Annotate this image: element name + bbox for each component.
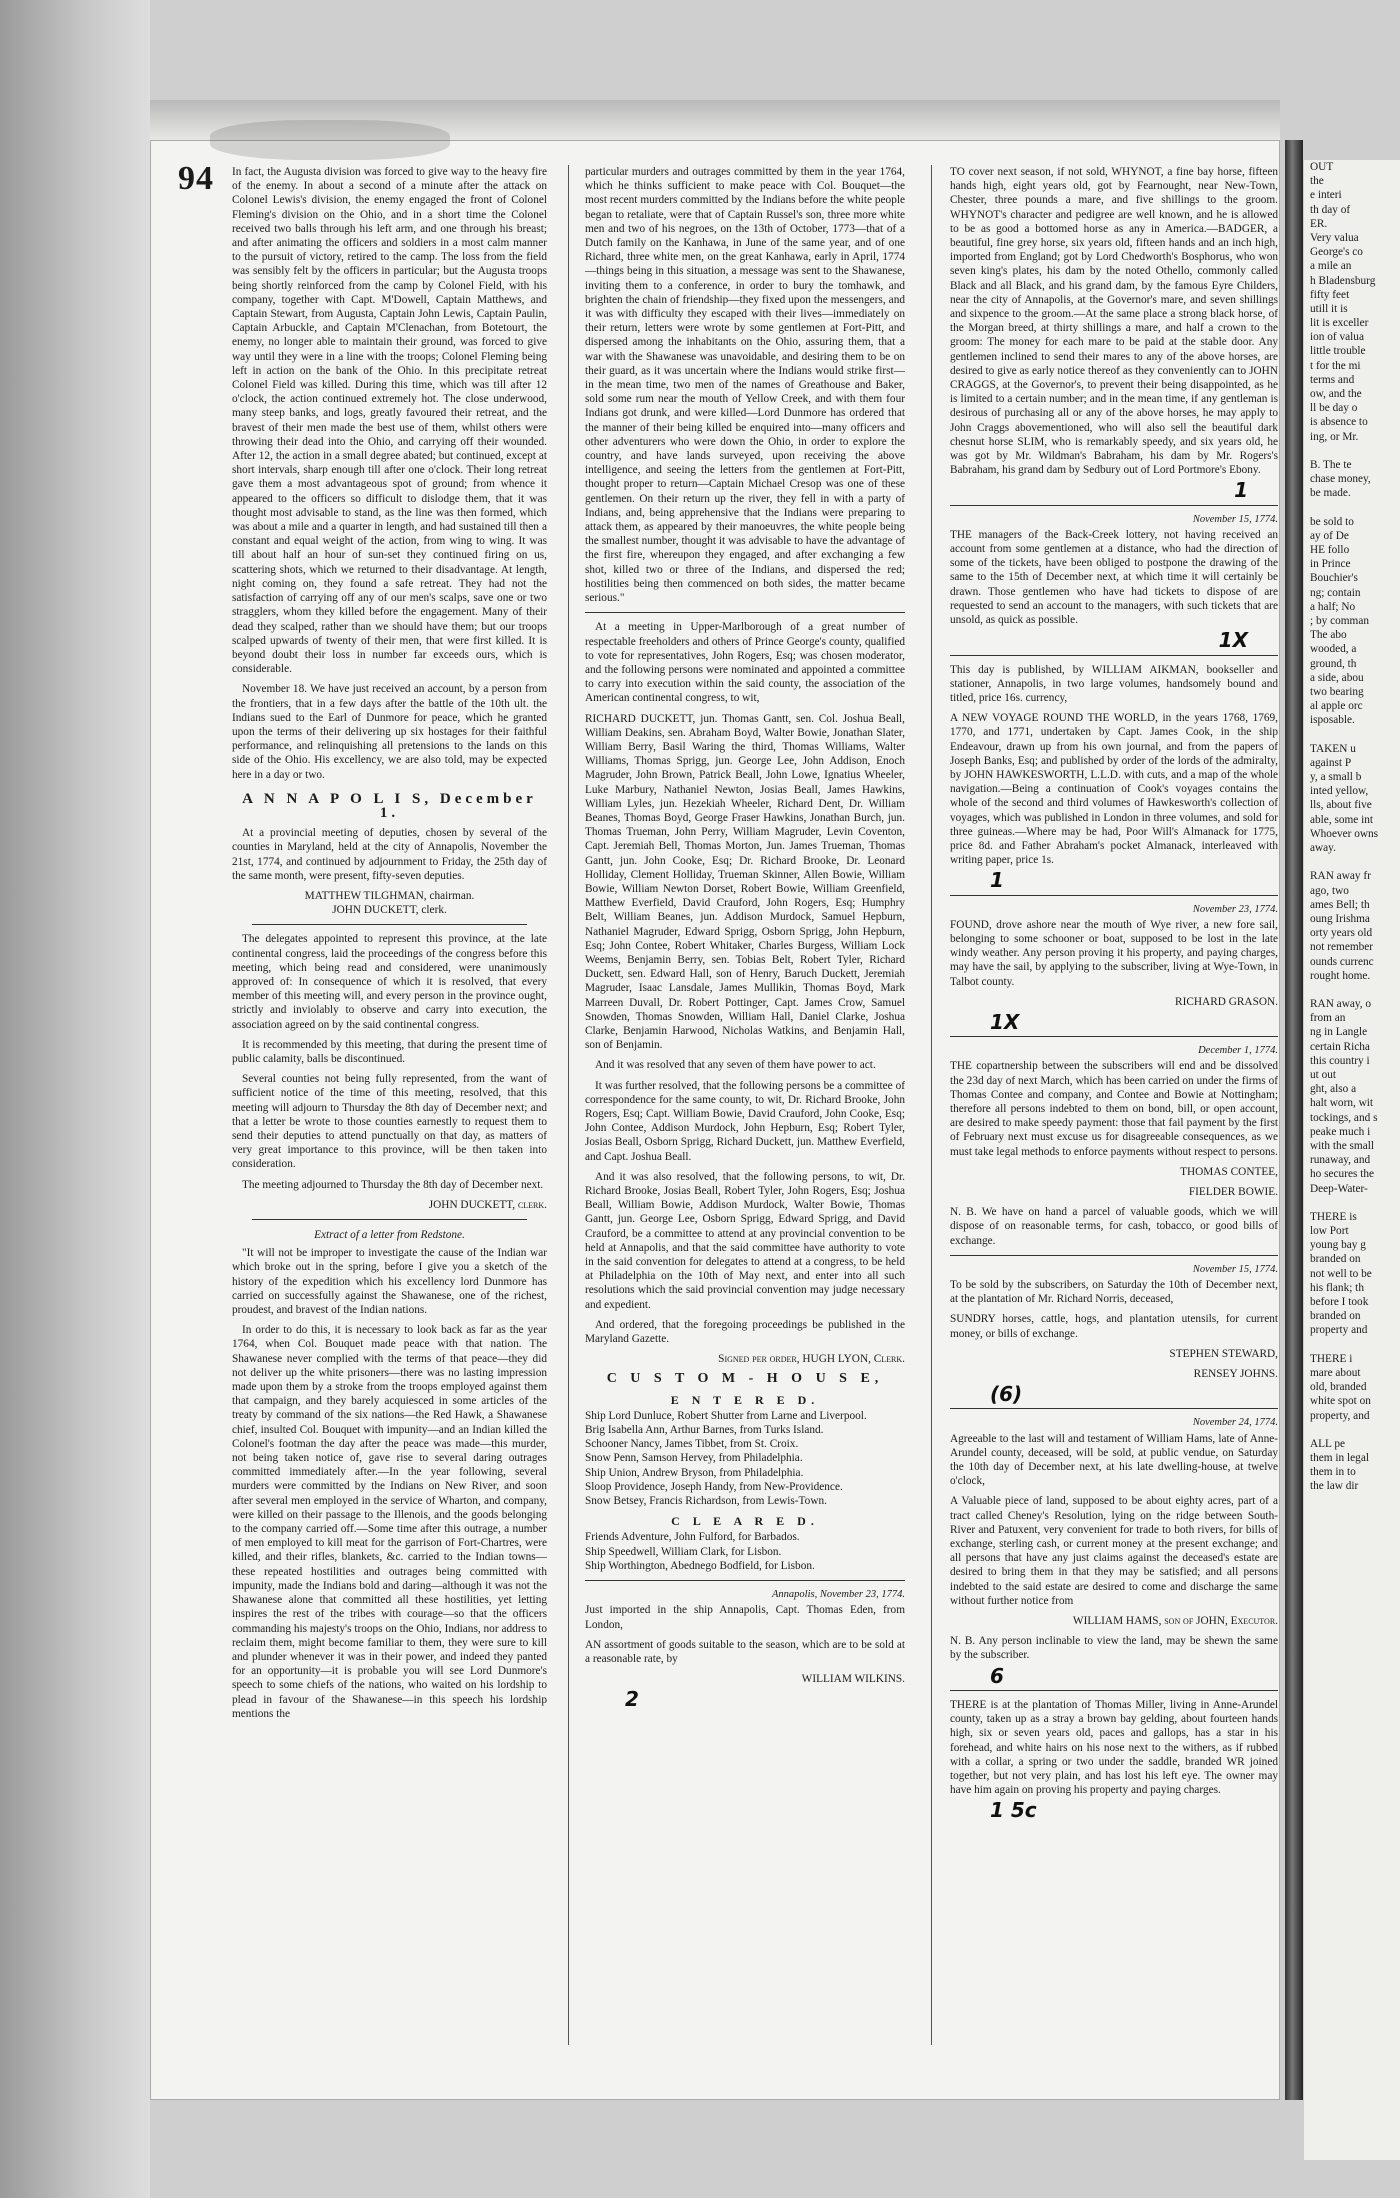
ad-text: AN assortment of goods suitable to the season, which are to be sold at a reasonable rate, by (585, 1638, 905, 1665)
adjacent-page-line: not well to be (1310, 1267, 1372, 1280)
adjacent-page-line: the (1310, 175, 1324, 188)
adjacent-page-line: white spot on (1310, 1395, 1371, 1408)
adjacent-page-line (1310, 983, 1400, 997)
adjacent-page-line: oung Irishma (1310, 912, 1370, 925)
signed-line: Signed per order, HUGH LYON, Clerk. (718, 1353, 905, 1366)
adjacent-page-line (1310, 1423, 1400, 1437)
adjacent-page-line: them in to (1310, 1466, 1356, 1479)
adjacent-page-line (1310, 728, 1400, 742)
advertisement-found-sail (950, 903, 1278, 1034)
adjacent-page-line: property and (1310, 1324, 1368, 1337)
page-number: 94 (178, 160, 214, 197)
handwritten-mark: 1 (1234, 478, 1248, 503)
adjacent-page-line: rought home. (1310, 969, 1371, 982)
adjacent-page-line: th day of (1310, 203, 1351, 216)
adjacent-page-line: mare about (1310, 1366, 1361, 1379)
entered-list (585, 1409, 905, 1508)
adjacent-page-line: orty years old (1310, 927, 1373, 940)
ad-text: TO cover next season, if not sold, WHYNOT, a fine bay horse, fifteen hands high, eight years old, got by Fearnought, near New-Town, Chester, three pounds a mare, and five shillings to the groom. WHYNOT's character and pedigree are well known, and he is allowed to be as good a bottomed horse as any in America.—BADGER, a beautiful, fine grey horse, six years old, fifteen hands and an inch high, imported from England; got by Lord Chedworth's Bosphorus, who won seven king's plates, his dam by the noted Othello, commonly called Black and all Black, and his grand dam, by the famous Eyre Childers, near the city of Annapolis, at the Governor's mare, and seven shillings and sixpence to the groom.—At the same place a strong black horse, of the Morgan breed, at thirty shillings a mare, and half a crown to the groom: The money for each mare to be paid at the stable door. Any gentlemen inclined to send their mares to any of the above horses, are desired to give as early notice thereof as they conveniently can to JOHN CRAGGS, at the Governor's, to prevent their being disappointed, as he is limited to a certain number; and in the mean time, if any gentleman is desirous of purchasing all or any of the above horses, he may apply to John Craggs abovementioned, who will also sell the beautiful dark chesnut horse SLIM, who is remarkably speedy, and six years old, he was got by Mr. Wildman's Babraham, his dam by Mr. Rogers's Babraham, his grand dam by Sedbury out of Lord Portmore's Ebony. (950, 166, 1278, 477)
adjacent-page-line: fifty feet (1310, 288, 1350, 301)
column-1 (232, 165, 547, 2045)
ad-signature: FIELDER BOWIE. (1188, 1186, 1278, 1198)
adjacent-page-line: away. (1310, 842, 1336, 854)
ad-date: Annapolis, November 23, 1774. (772, 1589, 905, 1601)
adjacent-page-line: wooded, a (1310, 643, 1357, 656)
adjacent-page-line: is absence to (1310, 416, 1368, 429)
adjacent-page-line: be sold to (1310, 515, 1354, 528)
article-paragraph: The meeting adjourned to Thursday the 8th day of December next. (242, 1178, 544, 1191)
handwritten-mark: 6 (990, 1663, 1004, 1688)
adjacent-page-text (1304, 160, 1400, 1494)
ad-text: N. B. Any person inclinable to view the land, may be shewn the same by the subscriber. (950, 1635, 1278, 1662)
adjacent-page-line: little trouble (1310, 345, 1366, 358)
adjacent-page-line: certain Richa (1310, 1040, 1370, 1053)
ship-entry: Schooner Nancy, James Tibbet, from St. Croix. (585, 1438, 799, 1451)
divider (585, 612, 905, 613)
article-paragraph: "It will not be improper to investigate the cause of the Indian war which broke out in the spring, before I give you a sketch of the history of the expedition which his excellency lord Dunmore has carried on successfully against the Shawanese, one of the richest, proudest, and bravest of the Indian nations. (232, 1247, 547, 1317)
article-paragraph: At a meeting in Upper-Marlborough of a great number of respectable freeholders and others of Prince George's county, qualified to vote for representatives, John Rogers, Esq; was chosen moderator, and the following persons were nominated and appointed a committee to carry into execution within the said county, the association of the American continental congress, to wit, (585, 621, 905, 705)
adjacent-page-line: before I took (1310, 1296, 1369, 1308)
adjacent-page-line: THERE is (1310, 1210, 1357, 1223)
adjacent-page-line: able, some int (1310, 813, 1374, 826)
adjacent-page-line: RAN away fr (1310, 870, 1371, 883)
adjacent-page-line: t for the mi (1310, 359, 1361, 372)
adjacent-page-line: TAKEN u (1310, 742, 1356, 755)
ship-entry: Sloop Providence, Joseph Handy, from New-Providence. (585, 1480, 843, 1493)
divider (950, 895, 1278, 896)
adjacent-page-line: ght, also a (1310, 1083, 1357, 1096)
adjacent-page-line: h Bladensburg (1310, 274, 1376, 287)
binding-shadow (0, 0, 150, 2198)
article-paragraph: And it was also resolved, that the following persons, to wit, Dr. Richard Brooke, Josias Beall, Robert Tyler, John Rogers, Esq; Joshua Beall, William Bowie, Addison Murdock, Walter Bowie, Thomas Gantt, jun. George Lee, Osborn Sprigg, Edward Sprigg, and David Crauford, be a committee to attend at any provincial convention to be held at Annapolis, and that the said committee have authority to vote in the said convention for delegates to attend at a congress, to be held at Philadelphia on the 10th of May next, and enter into all such resolutions which the said provincial convention may judge necessary and expedient. (585, 1170, 905, 1311)
divider (950, 1036, 1278, 1037)
ship-entry: Ship Speedwell, William Clark, for Lisbon. (585, 1545, 782, 1558)
cleared-heading: C L E A R E D. (671, 1514, 819, 1529)
article-paragraph: And ordered, that the foregoing proceedings be published in the Maryland Gazette. (585, 1318, 905, 1346)
clerk-signature: JOHN DUCKETT, clerk. (428, 1198, 547, 1211)
adjacent-page-line: low Port (1310, 1225, 1349, 1238)
adjacent-page-line: ay of De (1310, 529, 1349, 542)
ship-entry: Snow Betsey, Francis Richardson, from Lewis-Town. (585, 1495, 827, 1508)
article-paragraph: It is recommended by this meeting, that during the present time of public calamity, balls be discontinued. (232, 1038, 547, 1065)
ad-signature: WILLIAM HAMS, son of JOHN, Executor. (1072, 1615, 1278, 1628)
adjacent-page-line: HE follo (1310, 544, 1350, 557)
adjacent-page-line: runaway, and (1310, 1154, 1371, 1167)
adjacent-page-line: y, a small b (1310, 771, 1362, 784)
adjacent-page-line: Very valua (1310, 231, 1359, 244)
advertisement-stray (950, 1698, 1278, 1823)
ship-entry: Brig Isabella Ann, Arthur Barnes, from Turks Island. (585, 1424, 824, 1437)
handwritten-mark: 1X (1218, 628, 1248, 653)
adjacent-page-line: Bouchier's (1310, 572, 1358, 585)
adjacent-page-line (1310, 855, 1400, 869)
adjacent-page-line: lit is exceller (1310, 317, 1369, 330)
ad-text: THE managers of the Back-Creek lottery, not having received an account from some gentlemen at a distance, who had the direction of some of the tickets, have been obliged to postpone the drawing of the same to the 15th of December next, at which time it will certainly be drawn. Those gentlemen who have had tickets to dispose of are requested to send an account to the managers, with such tickets that are unsold, as quick as possible. (950, 528, 1278, 627)
adjacent-page-line: OUT (1310, 161, 1334, 173)
divider (950, 1690, 1278, 1691)
ad-text: THERE is at the plantation of Thomas Miller, living in Anne-Arundel county, taken up as a stray a brown bay gelding, about fourteen hands high, six or seven years old, paces and gallops, has a star in his forehead, and white hairs on his nose next to the withers, as if rubbed with a collar, a spring or two under the saddle, branded WR joined together, but not very plain, and has lost his left eye. The owner may have him again on proving his property and paying charges. (950, 1698, 1278, 1797)
adjacent-page-line: peake much i (1310, 1125, 1371, 1138)
adjacent-page-line: the law dir (1310, 1480, 1359, 1493)
custom-house-heading: C U S T O M - H O U S E, (606, 1371, 884, 1387)
adjacent-page-line: ; by comman (1310, 615, 1369, 627)
extract-heading: Extract of a letter from Redstone. (314, 1229, 465, 1242)
advertisement-copartnership (950, 1044, 1278, 1248)
article-paragraph: Several counties not being fully represented, from the want of sufficient notice of the time of this meeting, resolved, that this meeting will adjourn to Thursday the 8th day of December next; and that a letter be wrote to those counties earnestly to request them to send their deputies to attend punctually on that day, as matters of very great importance to this province, will be then taken into consideration. (232, 1073, 547, 1171)
ad-text: Agreeable to the last will and testament of William Hams, late of Anne-Arundel county, deceased, will be sold, at public vendue, on Saturday the 10th day of December next, at his late dwelling-house, at twelve o'clock, (950, 1432, 1278, 1488)
adjacent-page-line (1310, 1338, 1400, 1352)
handwritten-mark: 1 5c (990, 1798, 1037, 1823)
adjacent-page-line: against P (1310, 756, 1352, 769)
column-2 (585, 165, 905, 2045)
adjacent-page-line: a mile an (1310, 260, 1352, 273)
divider (252, 924, 527, 925)
divider (950, 1408, 1278, 1409)
advertisement-land-sale (950, 1416, 1278, 1688)
ad-text: FOUND, drove ashore near the mouth of Wye river, a new fore sail, belonging to some schooner or boat, supposed to be lost in the late windy weather. Any person proving it his property, and paying charges, may have the sail, by applying to the subscriber, living at Wye-Town, in Talbot county. (950, 918, 1278, 988)
adjacent-page-line: from an (1310, 1012, 1346, 1025)
adjacent-page-line: chase money, (1310, 473, 1371, 486)
ad-text: N. B. We have on hand a parcel of valuable goods, which we will dispose of on reasonable terms, for cash, tobacco, or good bills of exchange. (950, 1206, 1278, 1247)
chairman-line: MATTHEW TILGHMAN, chairman. (304, 889, 475, 902)
entered-heading: E N T E R E D. (670, 1392, 820, 1407)
article-paragraph: At a provincial meeting of deputies, chosen by several of the counties in Maryland, held at the city of Annapolis, November the 21st, 1774, and continued by adjournment to Friday, the 25th day of the same month, were present, fifty-seven deputies. (232, 827, 547, 882)
adjacent-page-line: branded on (1310, 1253, 1361, 1266)
article-paragraph: The delegates appointed to represent this province, at the late continental congress, laid the proceedings of the congress before this meeting, which being read and considered, were unanimously approved of: In consequence of which it is resolved, that every member of this meeting will, and every person in the province ought, strictly and inviolably to observe and carry into execution, the association agreed on by the said continental congress. (232, 933, 547, 1031)
adjacent-page-line: his flank; th (1310, 1281, 1364, 1294)
scan-smudge (210, 120, 450, 160)
ad-date: November 24, 1774. (1192, 1417, 1278, 1429)
adjacent-page-line: utill it is (1310, 302, 1348, 315)
adjacent-page-line: in Prince (1310, 558, 1351, 571)
handwritten-mark: (6) (990, 1382, 1023, 1407)
adjacent-page-line: ago, two (1310, 884, 1349, 897)
adjacent-page-line: ho secures the (1310, 1168, 1374, 1181)
adjacent-page-line: lls, about five (1310, 799, 1372, 812)
article-paragraph: And it was resolved that any seven of them have power to act. (595, 1059, 876, 1072)
adjacent-page-line: not remember (1310, 941, 1374, 954)
divider (950, 505, 1278, 506)
article-paragraph: November 18. We have just received an account, by a person from the frontiers, that in a few days after the battle of the 10th ult. the Indians sued to the Earl of Dunmore for peace, which he granted upon the terms of their delivering up six hostages for their faithful performance, and relinquishing all pretensions to the lands on this side of the Ohio. His excellency, we are also told, may be expected here in a day or two. (232, 683, 547, 781)
adjacent-page-line: young bay g (1310, 1239, 1366, 1252)
handwritten-mark: 1 (990, 868, 1004, 893)
article-paragraph: In order to do this, it is necessary to look back as far as the year 1764, when Col. Bouquet made peace with that nation. The Shawanese never complied with the terms of that peace—they did not deliver up the white prisoners—there was no lasting impression made upon them by a stroke from the troops employed against them that campaign, and they barely acquiesced in some articles of the treaty by command of the six nations—the Red Hawk, a Shawanese chief, insulted Col. Bouquet with impunity—and an Indian killed the Colonel's footman the day after the peace was made—this murder, not being taken notice of, gave rise to several daring outrages committed immediately after.—In the year following, several murders were committed by the Indians on New River, and soon after several men employed in the service of Wharton, and company, were killed on their passage to the Illenois, and the goods belonging to the company carried off.—Some time after this outrage, a number of men employed to kill meat for the garrison of Fort-Chartres, were killed, and their rifles, blankets, &c. carried to the Indian towns—these repeated hostilities and outrages being committed with impunity, made the Indians bold and daring—although it was not the Shawanese alone that committed all these hostilities, yet letting inspires the rest of the tribes with courage—so that the officers commanding his majesty's troops on the Ohio, Indians, nor address to reclaim them, might become familiar to them, they were sure to kill and plunder whenever it was in their power, and indeed they panted for an opportunity—it is probable you will see Lord Dunmore's speech to some chiefs of the nations, who waited on his lordship to plead in favour of the Shawanese—in this speech his lordship mentions the (232, 1324, 547, 1720)
adjacent-page-line: ow, and the (1310, 388, 1362, 400)
divider (585, 1580, 905, 1581)
adjacent-page-line: ion of valua (1310, 331, 1364, 344)
adjacent-page-line: property, and (1310, 1409, 1370, 1422)
ad-signature: WILLIAM WILKINS. (801, 1673, 905, 1686)
divider (950, 655, 1278, 656)
adjacent-page-line: tockings, and s (1310, 1111, 1378, 1124)
adjacent-page-line: two bearing (1310, 685, 1364, 698)
adjacent-page-line: ames Bell; th (1310, 898, 1370, 911)
ad-text: A Valuable piece of land, supposed to be about eighty acres, part of a tract called Cheney's Resolution, lying on the ridge between South-River and Patuxent, very convenient for trade to both rivers, for bills of exchange, sterling cash, or current money at the present exchange; and all persons that have any just claims against the deceased's estate are desired to bring them in that they may be satisfied; and all persons indebted to the said estate are desired to come and discharge the same without further notice from (950, 1495, 1278, 1607)
adjacent-page-line: The abo (1310, 629, 1347, 642)
ship-entry: Ship Worthington, Abednego Bodfield, for Lisbon. (585, 1559, 815, 1572)
handwritten-mark: 2 (625, 1687, 639, 1712)
adjacent-page-line: ER. (1310, 217, 1328, 230)
adjacent-page-fragment (1304, 160, 1400, 2160)
adjacent-page-line: halt worn, wit (1310, 1097, 1374, 1110)
adjacent-page-line: ng; contain (1310, 586, 1361, 599)
column-3 (950, 165, 1278, 2045)
cleared-list (585, 1530, 905, 1573)
ad-date: December 1, 1774. (1198, 1045, 1278, 1057)
adjacent-page-line: ing, or Mr. (1310, 430, 1359, 443)
adjacent-page-line: RAN away, o (1310, 998, 1372, 1011)
adjacent-page-line: Deep-Water- (1310, 1182, 1368, 1195)
ship-entry: Friends Adventure, John Fulford, for Barbados. (585, 1531, 800, 1544)
adjacent-page-line: B. The te (1310, 458, 1352, 471)
advertisement-book (950, 663, 1278, 893)
adjacent-page-line: THERE i (1310, 1352, 1353, 1365)
adjacent-page-line: Whoever owns (1310, 827, 1379, 840)
ad-date: November 23, 1774. (1192, 903, 1278, 915)
adjacent-page-line: George's co (1310, 246, 1363, 259)
divider (252, 1219, 527, 1220)
ad-signature: STEPHEN STEWARD, (1169, 1347, 1278, 1360)
ad-text: Just imported in the ship Annapolis, Capt. Thomas Eden, from London, (585, 1604, 905, 1631)
adjacent-page-line: this country i (1310, 1054, 1370, 1067)
ad-text: To be sold by the subscribers, on Saturday the 10th of December next, at the plantation of Mr. Richard Norris, deceased, (950, 1279, 1278, 1306)
article-paragraph: particular murders and outrages committed by them in the year 1764, which he thinks sufficient to make peace with Col. Bouquet—the most recent murders committed by the Indians before the white people began to retaliate, were that of Captain Russel's son, three more white men and two of his negroes, on the 13th of October, 1773—that of a Dutch family on the Kanhawa, in June of the same year, and of one Richard, three white men, on the great Kanhawa, early in April, 1774—things being in this situation, a message was sent to the Shawanese, inviting them to a conference, in order to bury the tomhawk, and brighten the chain of friendship—they fixed upon the messengers, and it was with difficulty they escaped with their lives—immediately on their return, letters were wrote by some gentlemen at Fort-Pitt, and dispersed among the inhabitants on the Ohio, assuring them, that a war with the Shawanese was unavoidable, and desiring them to be on their guard, as it was uncertain where the Indians would strike first—in the mean time, two men of the names of Greathouse and Baker, sold some rum near the mouth of Yellow Creek, and with them four Indians got drunk, and were killed—Lord Dunmore has ordered that the manner of their being killed be enquired into—many officers and other adventurers who were down the Ohio, in order to explore the country, and have lands surveyed, upon receiving the above intelligence, and seeing the letters from the gentlemen at Fort-Pitt, thought proper to return—Captain Michael Cresop was one of these gentlemen. On their return up the river, they fell in with a party of Indians, and, being apprehensive that the Indians were preparing to attack them, as appeared by their manoeuvres, the white people being the smallest number, thought it was advisable to have the advantage of the first fire, whereupon they engaged, and after exchanging a few shot, killed two or three of the Indians, and dispersed the red; hostilities being then commenced on both sides, the matter became serious." (585, 166, 905, 605)
adjacent-page-line (1310, 444, 1400, 458)
adjacent-page-line: ounds currenc (1310, 955, 1374, 968)
adjacent-page-line: ALL pe (1310, 1437, 1346, 1450)
adjacent-page-line: isposable. (1310, 714, 1355, 727)
column-rule-1 (568, 165, 569, 2045)
adjacent-page-line: be made. (1310, 487, 1351, 500)
adjacent-page-line: ng in Langle (1310, 1026, 1368, 1039)
ship-entry: Ship Lord Dunluce, Robert Shutter from Larne and Liverpool. (585, 1409, 867, 1422)
dateline-annapolis: A N N A P O L I S, December 1. (242, 790, 537, 821)
adjacent-page-line: ground, th (1310, 657, 1357, 670)
adjacent-page-line (1310, 1196, 1400, 1210)
advertisement-wilkins (585, 1588, 905, 1712)
ad-signature: RICHARD GRASON. (1175, 995, 1278, 1008)
article-paragraph: It was further resolved, that the following persons be a committee of correspondence for the same county, to wit, Dr. Richard Brooke, John Rogers, Esq; Capt. William Bowie, David Crauford, John Cooke, Esq; John Contee, Addison Murdock, John Hepburn, Esq; Robert Tyler, Josias Beall, Osborn Sprigg, Richard Duckett, jun. Matthew Everfield, and Capt. Joshua Beall. (585, 1079, 905, 1163)
advertisement-lottery (950, 513, 1278, 653)
adjacent-page-line: inted yellow, (1310, 785, 1369, 798)
ad-text: A NEW VOYAGE ROUND THE WORLD, in the years 1768, 1769, 1770, and 1771, undertaken by Capt. James Cook, in the ship Endeavour, drawn up from his own journal, and from the papers of Joseph Banks, Esq; and published by order of the lords of the admiralty, by JOHN HAWKESWORTH, L.L.D. with cuts, and a map of the whole navigation.—Being a continuation of Cook's voyages contains the whole of the second and third volumes of Hawkesworth's collection of voyages, which was published in London in three volumes, and sold for three guineas.—Where may be had, Poor Will's Almanack for 1775, price 8d. and Father Abraham's pocket Almanack, interleaved with writing paper, price 1s. (950, 712, 1278, 867)
adjacent-page-line: them in legal (1310, 1452, 1369, 1465)
article-paragraph: In fact, the Augusta division was forced to give way to the heavy fire of the enemy. In about a second of a minute after the attack on Colonel Lewis's division, the enemy engaged the front of Colonel Fleming's division on the Ohio, and in a short time the Colonel received two balls through his left arm, and one through his breast; and after animating the officers and soldiers in a most calm manner to the pursuit of victory, retired to the camp. The loss from the field was sensibly felt by the officers in particular; but the Augusta troops being shortly reinforced from the camp by Colonel Field, with his company, together with Capt. M'Dowell, Captain Matthews, and Captain Stewart, from Augusta, Captain John Lewis, Captain Paulin, Captain Arbuckle, and Captain M'Clenachan, from Botetourt, the enemy, no longer able to maintain their ground, was forced to give way until they were in a line with the troops; Colonel Fleming being left in action on the bank of the Ohio. In this precipitate retreat Colonel Field was killed. During this time, which was till after 12 o'clock, the action continued extremely hot. The close underwood, many steep banks, and logs, greatly favoured their retreat, and the bravest of their men made the best use of them, whilst others were throwing their dead into the Ohio, and carrying off their wounded. After 12, the action in a small degree abated; but continued, except at short intervals, sharp enough till after one o'clock. Their long retreat gave them a most advantageous spot of ground; from whence it appeared to the officers so difficult to dislodge them, that it was thought most advisable to stand, as the line was then formed, which was about a mile and a quarter in length, and had sustained till then a constant and equal weight of the action, from wing to wing. It was till about half an hour of sun-set they continued firing on us, scattering shots, which we returned to their disadvantage. At length, night coming on, they found a safe retreat. They had not the satisfaction of carrying off any of our men's scalps, save one or two stragglers, whom they killed before the engagement. Many of their dead they scalped, rather than we should have them; but our troops scalped upwards of twenty of their men, that were first killed. It is beyond doubt their loss in number far exceeds ours, which is considerable. (232, 166, 547, 676)
adjacent-page-line: a side, abou (1310, 671, 1364, 684)
ad-signature: RENSEY JOHNS. (1193, 1368, 1278, 1381)
adjacent-page-line: ll be day o (1310, 402, 1358, 415)
ad-date: November 15, 1774. (1192, 513, 1278, 525)
committee-list: RICHARD DUCKETT, jun. Thomas Gantt, sen. Col. Joshua Beall, William Deakins, sen. Abraham Boyd, Walter Bowie, Jonathan Slater, William Berry, Basil Waring the third, Thomas Williams, Walter Williams, Thomas Sprigg, jun. George Lee, John Addison, Enoch Magruder, John Brown, Patrick Beall, John Lowe, Ignatius Wheeler, Luke Marbury, Nathaniel Newton, Josias Beall, James Hawkins, William Lyles, jun. Hezekiah Wheeler, Richard Dent, Dr. William Beanes, Thomas Boyd, George Fraser Hawkins, Jonathan Burch, jun. Thomas Trueman, John Perry, William Magruder, Levin Coventon, Capt. Jeremiah Bell, Thomas Morton, Jun. James Trueman, Thomas Gantt, jun. John Cooke, Esq; Dr. Richard Brooke, Dr. Leonard Holliday, Clement Holliday, Trueman Skinner, Allen Bowie, William Bowie, William Newton Dorset, Robert Bowie, William Greenfield, Matthew Everfield, David Crauford, John Rogers, Esq; Humphry Belt, William Beanes, jun. Addison Murdock, Samuel Hepburn, Nathaniel Magruder, Edward Sprigg, Osborn Sprigg, John Hepburn, Esq; John Contee, Robert Whitaker, Charles Burgess, William Lock Weems, Benjamin Berry, sen. Tobias Belt, Robert Tyler, Richard Duckett, sen. Edward Hall, son of Henry, Baruch Duckett, Jeremiah Magruder, Isaac Lansdale, James Mullikin, Thomas Boyd, Mark Marreen Duvall, Dr. Robert Pottinger, Capt. James Crow, Samuel Snowden, Thomas Snowden, William Hall, Daniel Clarke, Joshua Clarke, Benjamin Harwood, Nicholas Watkins, and Benjamin Hall, son of Benjamin. (585, 712, 905, 1052)
column-rule-2 (931, 165, 932, 2045)
handwritten-mark: 1X (990, 1009, 1020, 1034)
adjacent-page-line (1310, 501, 1400, 515)
book-spine (1285, 140, 1303, 2100)
clerk-line: JOHN DUCKETT, clerk. (332, 904, 447, 917)
adjacent-page-line: branded on (1310, 1310, 1361, 1323)
divider (950, 1255, 1278, 1256)
ad-date: November 15, 1774. (1192, 1263, 1278, 1275)
adjacent-page-line: with the small (1310, 1139, 1375, 1152)
advertisement-stud-horses (950, 165, 1278, 503)
ship-entry: Ship Union, Andrew Bryson, from Philadelphia. (585, 1466, 804, 1479)
adjacent-page-line: ut out (1310, 1069, 1337, 1081)
ad-text: SUNDRY horses, cattle, hogs, and plantation utensils, for current money, or bills of exchange. (950, 1313, 1278, 1340)
advertisement-sale-horses (950, 1263, 1278, 1407)
adjacent-page-line: e interi (1310, 189, 1342, 202)
adjacent-page-line: a half; No (1310, 600, 1356, 613)
adjacent-page-line: terms and (1310, 373, 1355, 386)
adjacent-page-line: old, branded (1310, 1381, 1367, 1394)
ad-text: This day is published, by WILLIAM AIKMAN, bookseller and stationer, Annapolis, in two large volumes, handsomely bound and titled, price 16s. currency, (950, 663, 1278, 704)
ad-text: THE copartnership between the subscribers will end and be dissolved the 23d day of next March, which has been carried on under the firms of Thomas Contee and company, and Contee and Bowie at Nottingham; therefore all persons indebted to them on bond, bill, or open account, are desired to make speedy payment: those that fail payment by the first of February next must excuse us for disagreeable consequences, as we must take legal methods to enforce payments without respect to persons. (950, 1060, 1278, 1158)
ad-signature: THOMAS CONTEE, (1180, 1165, 1278, 1178)
ship-entry: Snow Penn, Samson Hervey, from Philadelphia. (585, 1452, 803, 1465)
adjacent-page-line: al apple orc (1310, 700, 1363, 713)
